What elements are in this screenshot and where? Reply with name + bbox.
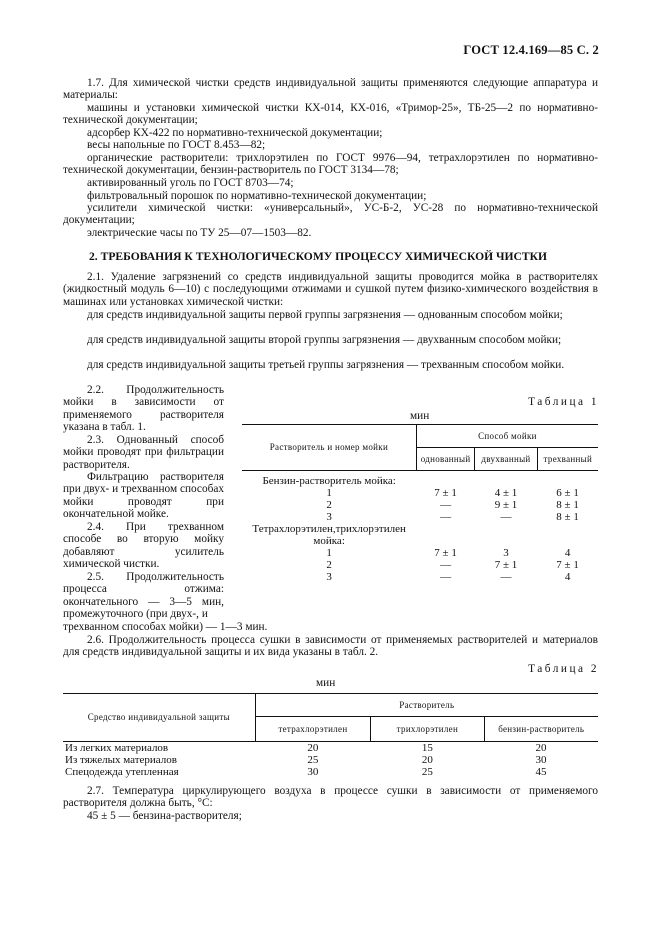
section-2-title: 2. ТРЕБОВАНИЯ К ТЕХНОЛОГИЧЕСКОМУ ПРОЦЕССУ ХИМИЧЕСКОЙ ЧИСТКИ bbox=[89, 250, 548, 263]
t2-sub-header-3: бензин-растворитель bbox=[484, 717, 598, 742]
table1-unit: мин bbox=[410, 410, 430, 422]
p17-item-4: активированный уголь по ГОСТ 8703—74; bbox=[87, 177, 294, 189]
para-2-2: 2.2. Продолжительность мойки в зависимости от применяемого растворителя указана в табл. 1. bbox=[63, 384, 224, 434]
p21-item-2: для средств индивидуальной защиты третьей группы загрязнения — трехванным способом мойки. bbox=[87, 359, 565, 371]
table-row: 2 — 7 ± 1 7 ± 1 bbox=[326, 559, 579, 571]
table-row: 2 — 9 ± 1 8 ± 1 bbox=[326, 499, 579, 511]
para-1-7: 1.7. Для химической чистки средств индивидуальной защиты применяются следующие аппаратура и материалы: bbox=[63, 77, 598, 102]
t2-group-header: Растворитель bbox=[255, 694, 598, 717]
p17-item-1: адсорбер КХ-422 по нормативно-технической документации; bbox=[87, 127, 383, 139]
p17-item-5: фильтровальный порошок по нормативно-технической документации; bbox=[87, 190, 427, 202]
p17-item-7: электрические часы по ТУ 25—07—1503—82. bbox=[87, 227, 312, 239]
table-row: 1 7 ± 1 3 4 bbox=[326, 547, 571, 559]
t2-sub-header-1: тетрахлорэтилен bbox=[255, 717, 371, 742]
table-1 bbox=[242, 424, 598, 583]
table-row: Из легких материалов 20 15 20 bbox=[65, 742, 547, 754]
t1-sub-header-3: трехванный bbox=[537, 448, 598, 471]
t2-col-header: Средство индивидуальной защиты bbox=[63, 694, 255, 742]
para-2-3: 2.3. Однованный способ мойки проводят при фильтрации растворителя. bbox=[63, 434, 224, 471]
p17-item-0: машины и установки химической чистки КХ-014, КХ-016, «Тримор-25», ТБ-25—2 по нормативно-технической документации; bbox=[63, 102, 598, 127]
p27-item: 45 ± 5 — бензина-растворителя; bbox=[87, 810, 242, 822]
para-2-1: 2.1. Удаление загрязнений со средств индивидуальной защиты проводится мойка в растворителях (жидкостный модуль 6—10) с последующими отжимами и сушкой путем физико-химического воздействия в машинах или установках химической чистки: bbox=[63, 271, 598, 308]
table1-label: Таблица 1 bbox=[528, 396, 599, 408]
para-filtration: Фильтрацию растворителя при двух- и трехванном способах мойки проводят при окончательной мойке. bbox=[63, 471, 225, 521]
p21-item-0: для средств индивидуальной защиты первой группы загрязнения — однованным способом мойки; bbox=[87, 309, 563, 321]
table-row: Спецодежда утепленная 30 25 45 bbox=[65, 766, 547, 778]
table-row: Из тяжелых материалов 25 20 30 bbox=[65, 754, 547, 766]
table-row: 1 7 ± 1 4 ± 1 6 ± 1 bbox=[326, 487, 579, 499]
t2-sub-header-2: трихлорэтилен bbox=[371, 717, 484, 742]
table-row: 3 — — 4 bbox=[326, 571, 571, 583]
p17-item-2: весы напольные по ГОСТ 8.453—82; bbox=[87, 139, 266, 151]
table2-label: Таблица 2 bbox=[528, 663, 599, 675]
table2-unit: мин bbox=[316, 677, 336, 689]
t1-col-header: Растворитель и номер мойки bbox=[242, 425, 416, 471]
t1-group-name: Бензин-растворитель мойка: bbox=[262, 475, 396, 487]
t1-sub-header-2: двухванный bbox=[475, 448, 537, 471]
para-2-7: 2.7. Температура циркулирующего воздуха в процессе сушки в зависимости от применяемого растворителя должна быть, °С: bbox=[63, 785, 598, 810]
para-2-6: 2.6. Продолжительность процесса сушки в зависимости от применяемых растворителей и материалов для средств индивидуальной защиты и их вида указаны в табл. 2. bbox=[63, 634, 598, 659]
table-2 bbox=[63, 693, 598, 778]
table-row: 3 — — 8 ± 1 bbox=[326, 511, 579, 523]
para-2-5: 2.5. Продолжительность процесса отжима: окончательного — 3—5 мин, промежуточного (при двух-, и bbox=[63, 571, 224, 621]
para-2-4: 2.4. При трехванном способе во вторую мойку добавляют усилитель химической чистки. bbox=[63, 521, 224, 571]
p17-item-3: органические растворители: трихлорэтилен по ГОСТ 9976—94, тетрахлорэтилен по нормативно-технической документации, бензин-растворитель по ГОСТ 3134—78; bbox=[63, 152, 598, 177]
t1-group-header: Способ мойки bbox=[416, 425, 598, 448]
page-header: ГОСТ 12.4.169—85 С. 2 bbox=[463, 43, 599, 57]
t1-sub-header-1: однованный bbox=[416, 448, 475, 471]
p17-item-6: усилители химической чистки: «универсальный», УС-Б-2, УС-28 по нормативно-технической документации; bbox=[63, 202, 598, 227]
t1-group-name: Тетрахлорэтилен,трихлорэтилен мойка: bbox=[252, 523, 406, 547]
para-2-5-tail: трехванном способах мойки) — 1—3 мин. bbox=[63, 621, 268, 633]
p21-item-1: для средств индивидуальной защиты второй группы загрязнения — двухванным способом мойки; bbox=[87, 334, 562, 346]
